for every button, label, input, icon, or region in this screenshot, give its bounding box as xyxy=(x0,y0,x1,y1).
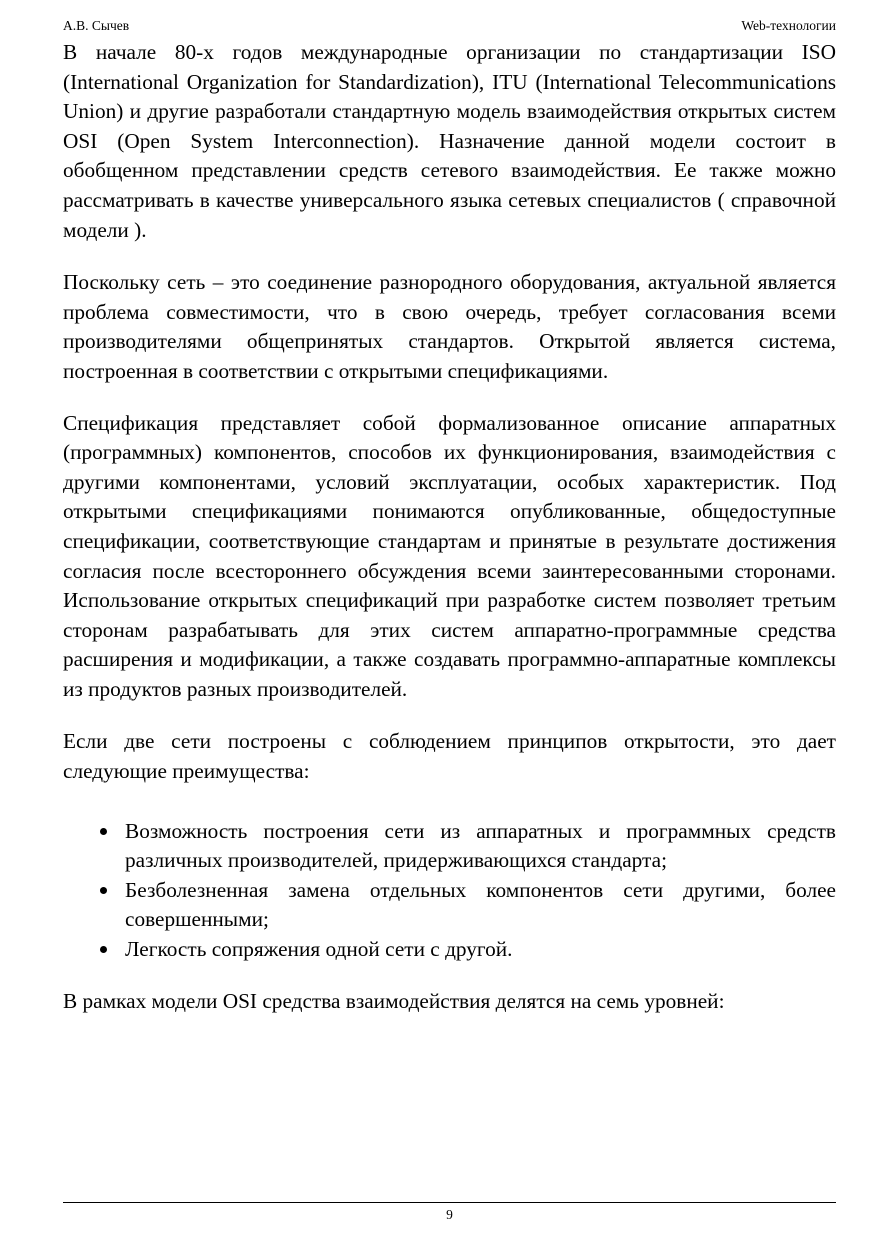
page-body xyxy=(63,38,836,1016)
paragraph-specification: Спецификация представляет собой формализованное описание аппаратных (программных) компонентов, способов их функционирования, взаимодействия с другими компонентами, условий эксплуатации, особых характеристик. Под открытыми спецификациями понимаются опубликованные, общедоступные спецификации, соответствующие стандартам и принятые в результате достижения согласия после всестороннего обсуждения всеми заинтересованными сторонами. Использование открытых спецификаций при разработке систем позволяет третьим сторонам разрабатывать для этих систем аппаратно-программные средства расширения и модификации, а также создавать программно-аппаратные комплексы из продуктов разных производителей. xyxy=(63,410,836,701)
list-item-text: Безболезненная замена отдельных компонентов сети другими, более совершенными; xyxy=(125,877,836,932)
advantages-list xyxy=(63,817,836,965)
list-item xyxy=(125,876,836,935)
header-author: А.В. Сычев xyxy=(63,18,130,33)
list-item-text: Легкость сопряжения одной сети с другой. xyxy=(125,937,513,962)
list-item xyxy=(125,935,836,965)
bullet-icon xyxy=(100,946,107,953)
footer-divider xyxy=(63,1202,836,1203)
page-number: 9 xyxy=(446,1207,453,1222)
paragraph-osi-intro: В начале 80-х годов международные организации по стандартизации ISO (International Organization for Standardization), ITU (International Telecommunications Union) и другие разработали стандартную модель взаимодействия открытых систем OSI (Open System Interconnection). Назначение данной модели состоит в обобщенном представлении средств сетевого взаимодействия. Ее также можно рассматривать в качестве универсального языка сетевых специалистов ( справочной модели ). xyxy=(63,40,836,242)
paragraph-osi-levels: В рамках модели OSI средства взаимодействия делятся на семь уровней: xyxy=(63,988,725,1013)
list-item-text: Возможность построения сети из аппаратных и программных средств различных производителей, придерживающихся стандарта; xyxy=(125,818,836,873)
bullet-icon xyxy=(100,887,107,894)
header-subject: Web-технологии xyxy=(741,18,836,33)
bullet-icon xyxy=(100,828,107,835)
paragraph-compatibility: Поскольку сеть – это соединение разнородного оборудования, актуальной является проблема совместимости, что в свою очередь, требует согласования всеми производителями общепринятых стандартов. Открытой является система, построенная в соответствии с открытыми спецификациями. xyxy=(63,270,836,383)
list-item xyxy=(125,817,836,876)
running-header xyxy=(63,16,836,36)
paragraph-advantages-intro: Если две сети построены с соблюдением принципов открытости, это дает следующие преимущества: xyxy=(63,729,836,784)
